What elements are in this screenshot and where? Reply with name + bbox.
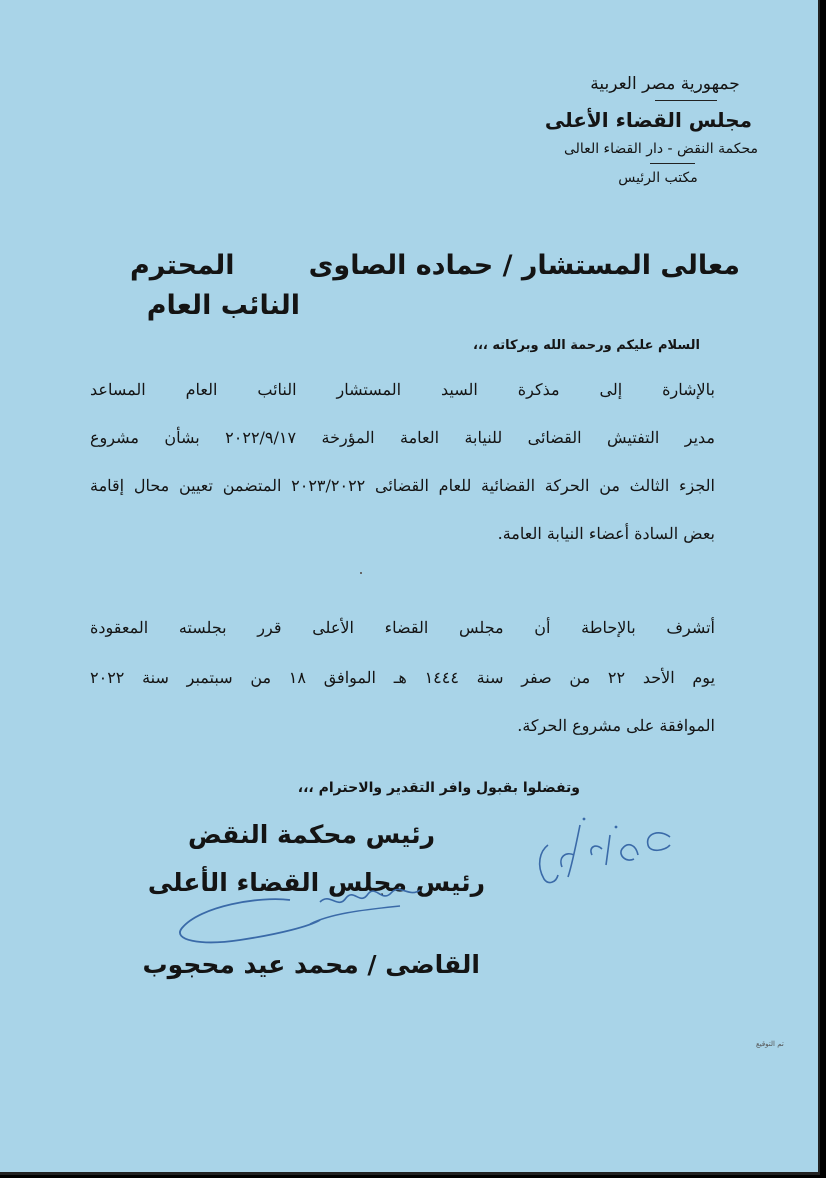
addressee-salutation: معالى المستشار / حماده الصاوى <box>308 250 740 281</box>
signatory-name: القاضى / محمد عيد محجوب <box>142 950 480 979</box>
handwritten-annotation <box>510 815 680 895</box>
addressee-line <box>130 250 740 281</box>
addressee-position: النائب العام <box>146 290 300 321</box>
paragraph2-line: أتشرف بالإحاطة أن مجلس القضاء الأعلى قرر بجلسته المعقودة <box>90 618 715 637</box>
footer-mark: تم التوقيع <box>756 1040 784 1048</box>
header-council: مجلس القضاء الأعلى <box>544 108 752 132</box>
header-court: محكمة النقض - دار القضاء العالى <box>563 141 758 157</box>
greeting: السلام عليكم ورحمة الله وبركاته ،،، <box>473 338 700 353</box>
paragraph2-line: يوم الأحد ٢٢ من صفر سنة ١٤٤٤ هـ الموافق ١٨ من سبتمبر سنة ٢٠٢٢ <box>90 668 716 687</box>
header-office: مكتب الرئيس <box>618 170 698 186</box>
paragraph2-line: الموافقة على مشروع الحركة. <box>517 716 715 735</box>
paragraph1-line: بالإشارة إلى مذكرة السيد المستشار النائب العام المساعد <box>90 380 715 399</box>
paragraph1-line: مدير التفتيش القضائى للنيابة العامة المؤرخة ٢٠٢٢/٩/١٧ بشأن مشروع <box>90 428 715 447</box>
stray-dot <box>360 572 362 574</box>
header-country: جمهورية مصر العربية <box>590 74 740 94</box>
signatory-title-council: رئيس مجلس القضاء الأعلى <box>147 868 485 897</box>
header-divider <box>655 100 717 101</box>
signature <box>170 880 430 960</box>
closing-phrase: وتفضلوا بقبول وافر التقدير والاحترام ،،، <box>297 780 580 796</box>
addressee-honorific: المحترم <box>130 250 235 281</box>
header-divider <box>650 163 695 164</box>
paragraph1-line: الجزء الثالث من الحركة القضائية للعام القضائى ٢٠٢٣/٢٠٢٢ المتضمن تعيين محال إقامة <box>90 476 716 495</box>
paragraph1-line: بعض السادة أعضاء النيابة العامة. <box>497 524 715 543</box>
signatory-title-court: رئيس محكمة النقض <box>188 820 435 849</box>
